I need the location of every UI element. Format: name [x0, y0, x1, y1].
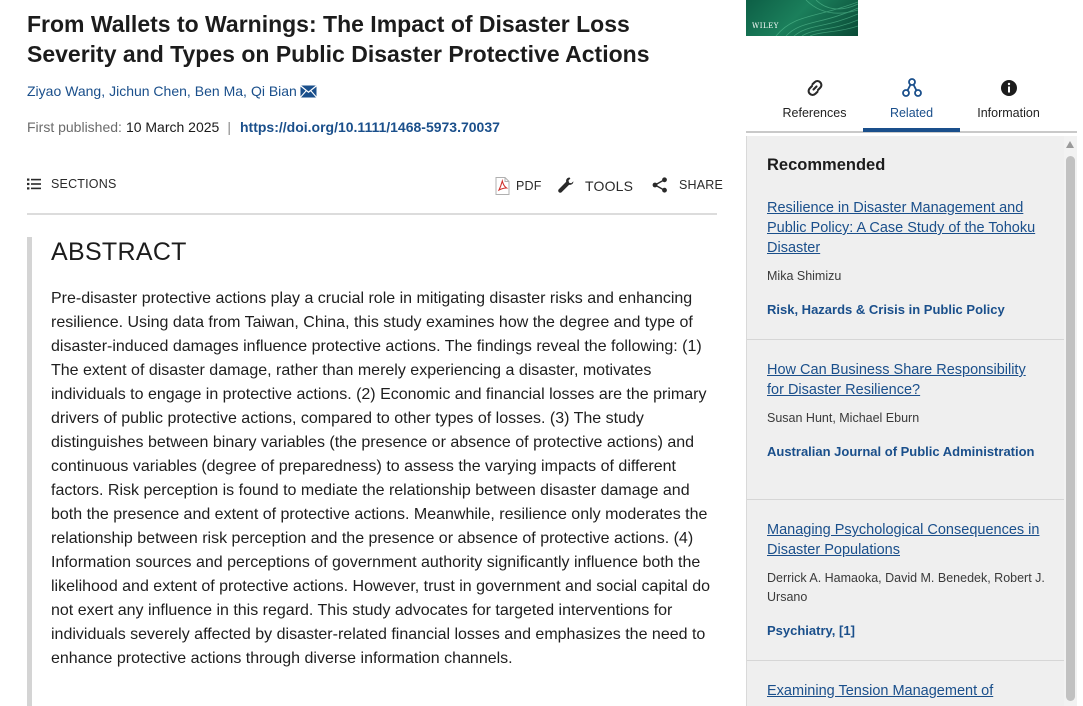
- tab-information[interactable]: [960, 70, 1057, 132]
- author-link[interactable]: Ziyao Wang: [27, 83, 102, 99]
- pdf-icon: [495, 177, 510, 195]
- tab-related[interactable]: [863, 70, 960, 132]
- doi-link[interactable]: https://doi.org/10.1111/1468-5973.70037: [239, 119, 500, 135]
- link-icon: [803, 76, 827, 100]
- sections-button[interactable]: [27, 177, 117, 191]
- recommended-authors: Mika Shimizu: [767, 269, 842, 283]
- network-icon: [900, 76, 924, 100]
- author-list: Ziyao Wang , Jichun Chen , Ben Ma , Qi Bian: [27, 83, 317, 99]
- author-link[interactable]: Qi Bian: [250, 83, 297, 99]
- first-published-label: First published:: [27, 119, 122, 135]
- sections-label: SECTIONS: [51, 177, 117, 191]
- recommended-article-link[interactable]: Examining Tension Management of: [767, 683, 994, 699]
- article-title: From Wallets to Warnings: The Impact of Disaster Loss Severity and Types on Public Disaster Protective Actions: [27, 11, 650, 67]
- list-divider: [747, 339, 1064, 340]
- first-published-date: 10 March 2025: [125, 119, 220, 135]
- author-link[interactable]: Ben Ma: [194, 83, 244, 99]
- tools-button[interactable]: [557, 176, 633, 195]
- scrollbar-thumb[interactable]: [1066, 156, 1075, 701]
- recommended-journal-link[interactable]: Australian Journal of Public Administration: [767, 444, 1035, 459]
- journal-cover[interactable]: [746, 0, 858, 36]
- list-divider: [747, 660, 1064, 661]
- tools-label: TOOLS: [585, 177, 634, 194]
- list-icon: [27, 178, 41, 190]
- recommended-journal-link[interactable]: Psychiatry, [1]: [767, 623, 855, 638]
- abstract-text: Pre-disaster protective actions play a crucial role in mitigating disaster risks and enhancing resilience. Using data from Taiwan, China, this study examines how the degree and type of disaster-induced damages influence protective actions. The findings reveal the following: (1) The extent of disaster damage, rather than merely experiencing a disaster, motivates individuals to engage in protective actions. (2) Economic and financial losses are the primary drivers of public protective actions, compared to other types of losses. (3) The study distinguishes between binary variables (the presence or absence of protective actions) and continuous variables (degree of preparedness) to assess the varying impacts of different factors. Risk perception is found to mediate the relationship between disaster damage and both the presence and extent of protective actions. Meanwhile, resilience only moderates the relationship between risk perception and the presence or absence of protective actions. (4) Information sources and perceptions of government authority significantly influence both the likelihood and extent of protective actions. However, trust in government and social capital do not exert any influence in this regard. This study advocates for targeted interventions for individuals severely affected by disaster-related financial losses and emphasizes the need to enhance protective actions through diverse information channels.: [51, 290, 711, 667]
- info-icon: [997, 76, 1021, 100]
- toolbar-divider: [27, 213, 717, 215]
- wrench-icon: [557, 176, 576, 195]
- sidebar-tabs: [746, 70, 1077, 134]
- recommended-panel: [746, 136, 1064, 706]
- recommended-heading: Recommended: [767, 156, 886, 174]
- recommended-article-link[interactable]: Resilience in Disaster Management and Public Policy: A Case Study of the Tohoku Disaster: [767, 200, 1036, 256]
- publisher-logo: WILEY: [752, 22, 779, 30]
- abstract-accent-bar: [27, 237, 32, 706]
- email-icon[interactable]: [300, 85, 317, 98]
- scroll-up-arrow-icon[interactable]: [1066, 141, 1074, 148]
- abstract-heading: ABSTRACT: [51, 238, 187, 266]
- cover-pattern-icon: [746, 0, 858, 36]
- share-icon: [652, 177, 668, 193]
- active-tab-indicator: [863, 128, 960, 132]
- recommended-authors: Derrick A. Hamaoka, David M. Benedek, Robert J. Ursano: [767, 571, 1045, 604]
- recommended-article-link[interactable]: How Can Business Share Responsibility for Disaster Resilience?: [767, 362, 1026, 398]
- pdf-label: PDF: [516, 179, 542, 193]
- recommended-authors: Susan Hunt, Michael Eburn: [767, 411, 920, 425]
- author-link[interactable]: Jichun Chen: [109, 83, 187, 99]
- share-button[interactable]: [652, 177, 723, 193]
- article-toolbar: [27, 172, 724, 200]
- recommended-journal-link[interactable]: Risk, Hazards & Crisis in Public Policy: [767, 302, 1005, 317]
- share-label: SHARE: [679, 178, 724, 192]
- list-divider: [747, 499, 1064, 500]
- pdf-button[interactable]: [495, 177, 542, 195]
- sidebar-scrollbar[interactable]: [1064, 136, 1077, 706]
- tab-references-label: References: [782, 106, 847, 120]
- tab-information-label: Information: [977, 106, 1040, 120]
- publication-info: [27, 119, 500, 135]
- recommended-article-link[interactable]: Managing Psychological Consequences in Disaster Populations: [767, 522, 1040, 558]
- tab-references[interactable]: [766, 70, 863, 132]
- tab-related-label: Related: [889, 106, 934, 120]
- publine-separator: |: [227, 119, 231, 135]
